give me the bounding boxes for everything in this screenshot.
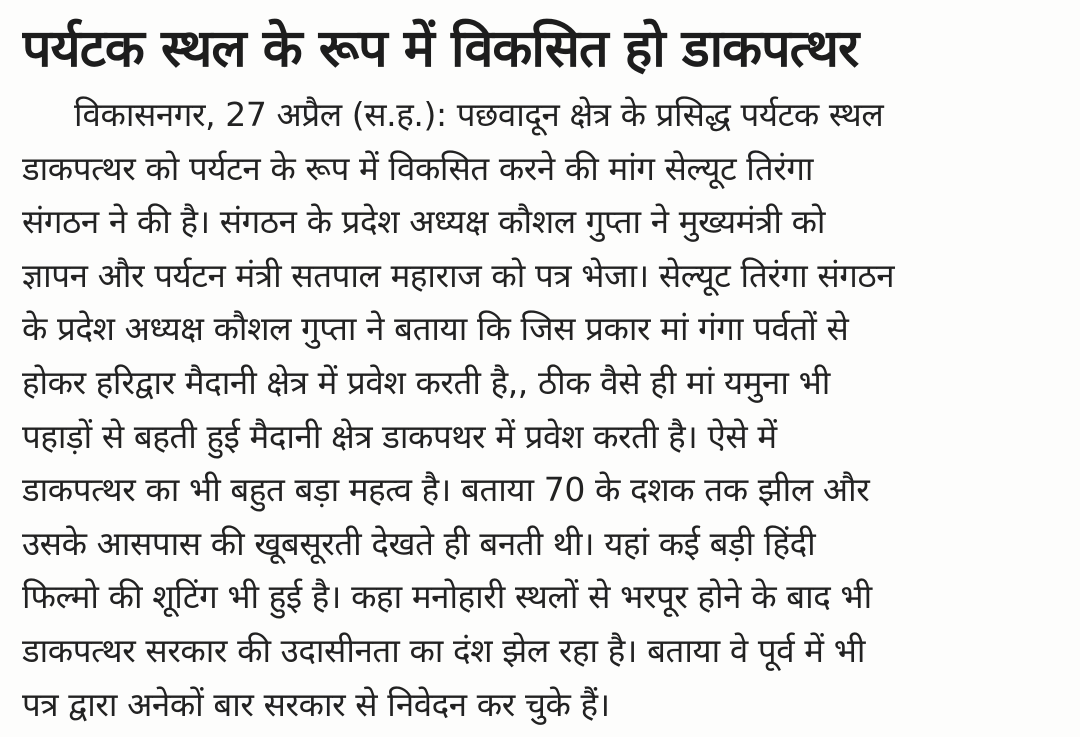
article-line-2: डाकपत्थर को पर्यटन के रूप में विकसित करने की मांग सेल्यूट तिरंगा: [22, 148, 814, 188]
article-line-1: विकासनगर, 27 अप्रैल (स.ह.): पछवादून क्षेत्र के प्रसिद्ध पर्यटक स्थल: [74, 95, 884, 134]
article-line-4: ज्ञापन और पर्यटन मंत्री सतपाल महाराज को पत्र भेजा। सेल्यूट तिरंगा संगठन: [22, 255, 895, 295]
article-line-5: के प्रदेश अध्यक्ष कौशल गुप्ता ने बताया कि जिस प्रकार मां गंगा पर्वतों से: [22, 309, 849, 349]
article-line-3: संगठन ने की है। संगठन के प्रदेश अध्यक्ष कौशल गुप्ता ने मुख्यमंत्री को: [22, 202, 826, 242]
article-line-7: पहाड़ों से बहती हुई मैदानी क्षेत्र डाकपथर में प्रवेश करती है। ऐसे में: [22, 416, 777, 456]
article-line-12: पत्र द्वारा अनेकों बार सरकार से निवेदन कर चुके हैं।: [22, 684, 610, 724]
article-line-10: फिल्मो की शूटिंग भी हुई है। कहा मनोहारी स्थलों से भरपूर होने के बाद भी: [22, 577, 872, 617]
article-headline: पर्यटक स्थल के रूप में विकसित हो डाकपत्थर: [22, 19, 859, 79]
article-line-9: उसके आसपास की खूबसूरती देखते ही बनती थी। यहां कई बड़ी हिंदी: [22, 523, 816, 563]
article-line-8: डाकपत्थर का भी बहुत बड़ा महत्व है। बताया 70 के दशक तक झील और: [22, 470, 870, 510]
article-line-11: डाकपत्थर सरकार की उदासीनता का दंश झेल रहा है। बताया वे पूर्व में भी: [22, 630, 866, 670]
article-body: [22, 88, 1062, 731]
article-line-6: होकर हरिद्वार मैदानी क्षेत्र में प्रवेश करती है,, ठीक वैसे ही मां यमुना भी: [22, 362, 830, 402]
